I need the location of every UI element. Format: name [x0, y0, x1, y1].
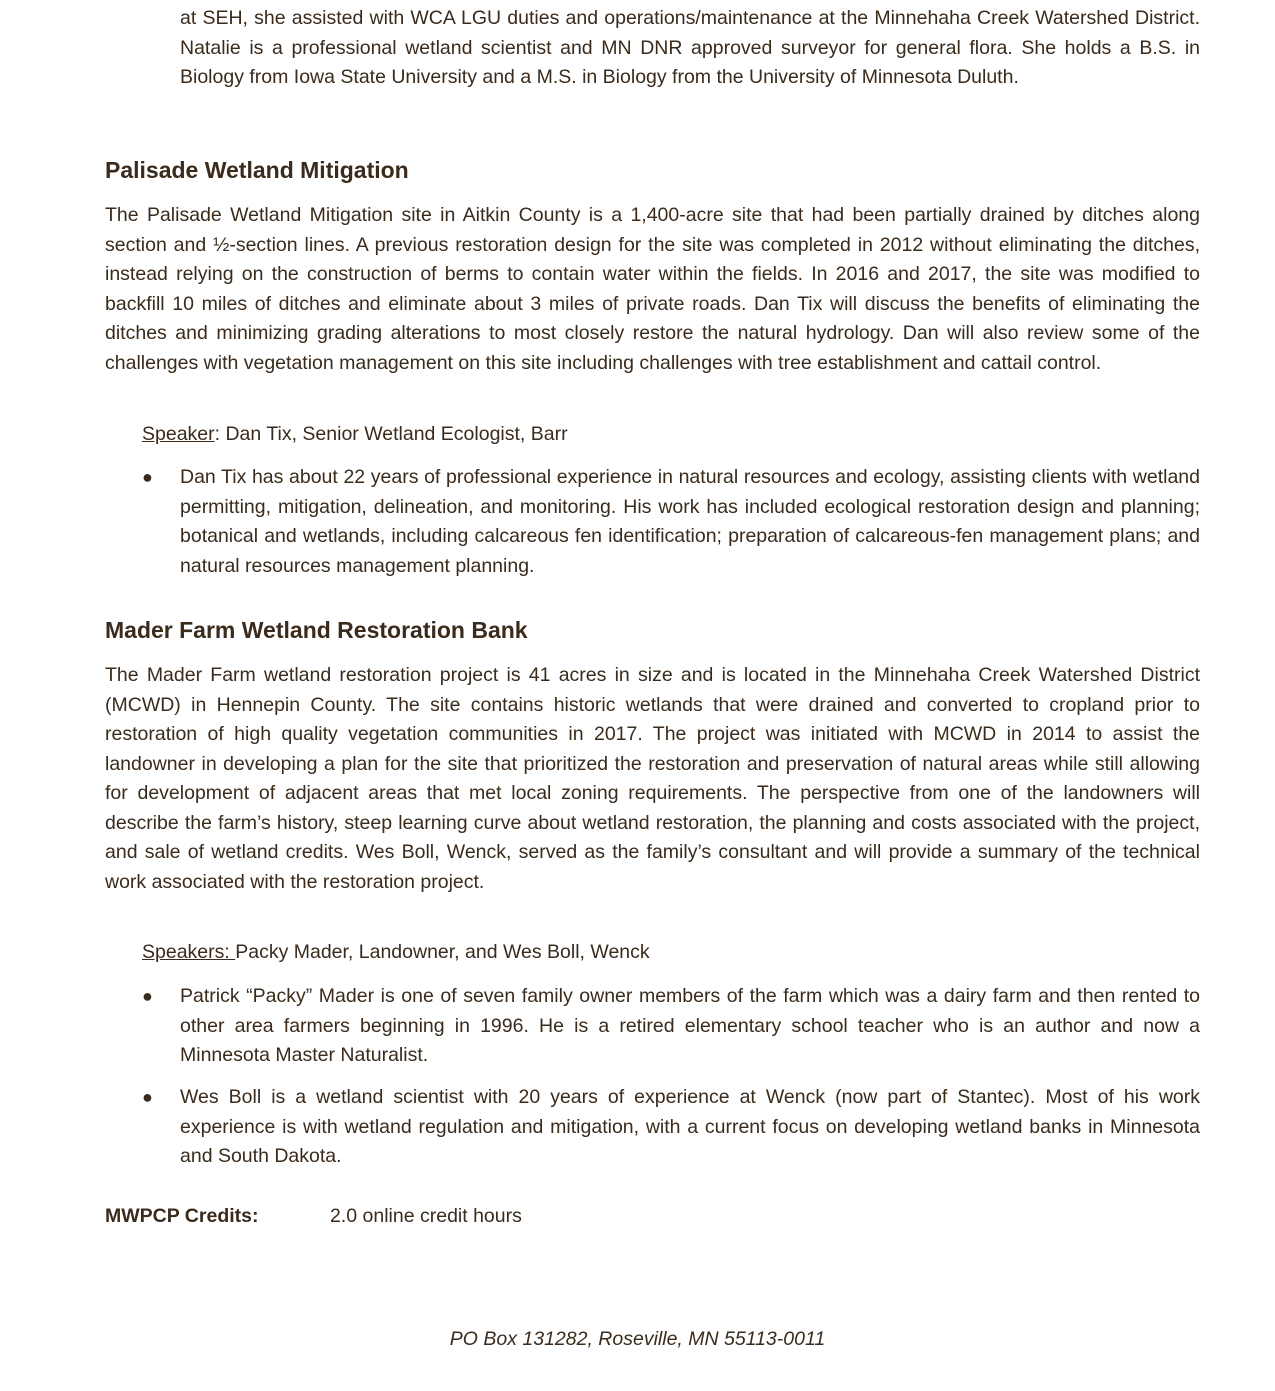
speaker-label: Speaker [142, 423, 215, 445]
credits-label: MWPCP Credits: [105, 1205, 259, 1227]
bullet-text: Dan Tix has about 22 years of professional experience in natural resources and ecology, assisting clients with wetland permitting, mitigation, delineation, and monitoring. His work has included ecological restoration design and planning; botanical and wetlands, including calcareous fen identification; preparation of calcareous-fen management plans; and natural resources management planning. [180, 466, 1200, 577]
bullet-text: Patrick “Packy” Mader is one of seven family owner members of the farm which was a dairy farm and then rented to other area farmers beginning in 1996. He is a retired elementary school teacher who is an author and now a Minnesota Master Naturalist. [180, 985, 1200, 1066]
bullet-dot-icon: ● [142, 467, 153, 487]
bullet-dot-icon: ● [142, 1087, 153, 1107]
mader-speakers-line [142, 938, 650, 968]
credits-value: 2.0 online credit hours [330, 1205, 522, 1227]
bullet-text: Wes Boll is a wetland scientist with 20 years of experience at Wenck (now part of Stantec). Most of his work experience is with wetland regulation and mitigation, with a current focus on developing wetland banks in Minnesota and South Dakota. [180, 1086, 1200, 1167]
credits-line [105, 1202, 522, 1232]
bio-continuation-paragraph: at SEH, she assisted with WCA LGU duties and operations/maintenance at the Minnehaha Creek Watershed District. Natalie is a professional wetland scientist and MN DNR approved surveyor for general flora. She holds a B.S. in Biology from Iowa State University and a M.S. in Biology from the University of Minnesota Duluth. [180, 7, 1200, 88]
palisade-heading: Palisade Wetland Mitigation [105, 157, 409, 183]
mader-description: The Mader Farm wetland restoration project is 41 acres in size and is located in the Minnehaha Creek Watershed District (MCWD) in Hennepin County. The site contains historic wetlands that were drained and converted to cropland prior to restoration of high quality vegetation communities in 2017. The project was initiated with MCWD in 2014 to assist the landowner in developing a plan for the site that prioritized the restoration and preservation of natural areas while still allowing for development of adjacent areas that met local zoning requirements. The perspective from one of the landowners will describe the farm’s history, steep learning curve about wetland restoration, the planning and costs associated with the project, and sale of wetland credits. Wes Boll, Wenck, served as the family’s consultant and will provide a summary of the technical work associated with the restoration project. [105, 664, 1200, 893]
mader-heading: Mader Farm Wetland Restoration Bank [105, 617, 528, 643]
bullet-dot-icon: ● [142, 986, 153, 1006]
speaker-value: : Dan Tix, Senior Wetland Ecologist, Barr [214, 423, 568, 445]
speakers-label: Speakers: [142, 941, 236, 963]
palisade-description: The Palisade Wetland Mitigation site in Aitkin County is a 1,400-acre site that had been partially drained by ditches along section and ½-section lines. A previous restoration design for the site was completed in 2012 without eliminating the ditches, instead relying on the construction of berms to contain water within the fields. In 2016 and 2017, the site was modified to backfill 10 miles of ditches and eliminate about 3 miles of private roads. Dan Tix will discuss the benefits of eliminating the ditches and minimizing grading alterations to most closely restore the natural hydrology. Dan will also review some of the challenges with vegetation management on this site including challenges with tree establishment and cattail control. [105, 204, 1200, 374]
footer-address: PO Box 131282, Roseville, MN 55113-0011 [449, 1328, 826, 1350]
speakers-value: Packy Mader, Landowner, and Wes Boll, Wenck [235, 941, 650, 963]
palisade-speaker-line [142, 420, 568, 450]
